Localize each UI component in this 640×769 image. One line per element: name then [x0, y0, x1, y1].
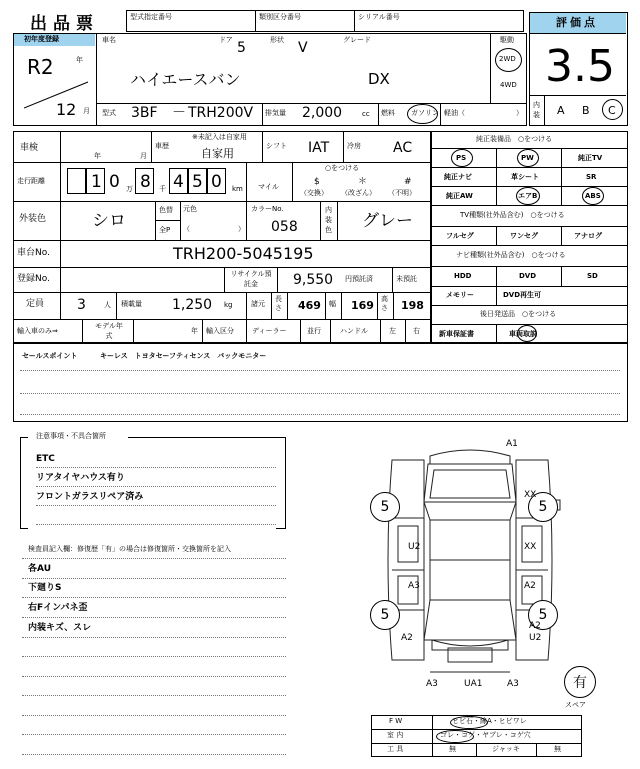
mileage-digit-4: 4: [173, 172, 184, 192]
tools-label: 工 具: [387, 745, 404, 753]
dollar-mark: $: [314, 177, 320, 187]
exterior-value: シロ: [92, 211, 126, 231]
inspector-line-2: 下廻りS: [28, 583, 62, 593]
shift-label: シフト: [266, 142, 287, 150]
notes-line-2: リアタイヤハウス有り: [36, 473, 125, 483]
category-cell: [255, 10, 355, 32]
dims-label: 諸元: [251, 300, 265, 308]
type-designation-cell: [126, 10, 256, 32]
later-title: 後日発送品 ○をつける: [480, 310, 557, 318]
fuel-label: 燃料: [381, 109, 395, 117]
interior-row-label: 室 内: [387, 731, 404, 739]
navi-hdd: HDD: [454, 272, 472, 280]
mark-left-slide-door: A3: [408, 581, 420, 591]
height-label: 高さ: [381, 295, 388, 312]
inspection-year: 年: [94, 152, 101, 160]
spare-label: スペア: [565, 701, 586, 709]
equip-abs-circle: [582, 187, 604, 205]
inspector-line-4: 内装キズ、スレ: [28, 623, 92, 633]
unpaid-label: 未預託: [396, 275, 417, 283]
original-color-label: 元色: [183, 205, 197, 213]
fw-circle: [450, 716, 488, 729]
inspector-line-1: 各AU: [28, 564, 51, 574]
chassis-label: 車台No.: [17, 248, 50, 258]
mileage-digit-6: 0: [211, 172, 222, 192]
grade-label: グレード: [343, 36, 371, 44]
jack-value: 無: [554, 745, 561, 753]
reg-no-label: 登録No.: [17, 274, 50, 284]
load-label: 積載量: [121, 300, 142, 308]
later-manual: 車両取説: [509, 330, 537, 338]
left-handle: 左: [389, 327, 396, 335]
displacement-value: 2,000: [302, 105, 343, 121]
equip-ps: PS: [456, 154, 467, 162]
interior-color-label: 内装色: [325, 206, 332, 234]
height-value: 198: [401, 299, 424, 312]
equip-tv: 純正TV: [578, 154, 603, 162]
equip-aw: 純正AW: [446, 192, 473, 200]
type-designation-label: 型式指定番号: [130, 13, 172, 21]
color-no-value: 058: [271, 219, 298, 235]
cc-unit: cc: [362, 110, 370, 118]
inspector-label: 検査員記入欄：修復歴「有」の場合は修復箇所・交換箇所を記入: [28, 545, 231, 553]
right-handle: 右: [413, 327, 420, 335]
displacement-label: 排気量: [265, 109, 286, 117]
mark-right-quarter-2: U2: [529, 633, 542, 643]
mark-front-bumper: A1: [506, 439, 518, 449]
drive-label: 駆動: [500, 36, 514, 44]
capacity-value: 3: [77, 297, 86, 313]
serial-label: シリアル番号: [358, 13, 400, 21]
registration-era: R2: [27, 55, 54, 79]
history-label: 車歴: [155, 142, 169, 150]
fuel-value: ガソリン: [411, 109, 439, 117]
star-mark: ＊: [358, 177, 368, 187]
equip-navi: 純正ナビ: [444, 173, 472, 181]
interior-row-circle: [436, 730, 474, 743]
length-value: 469: [298, 299, 321, 312]
mileage-digit-1: 1: [91, 172, 102, 192]
mark-rear-center: UA1: [464, 679, 483, 689]
tv-analog: アナログ: [574, 232, 602, 240]
mileage-km: km: [232, 185, 243, 193]
interior-circle: [602, 99, 623, 120]
notes-label: 注意事項・不具合箇所: [36, 432, 106, 440]
circle-note: ○をつける: [325, 164, 360, 172]
history-value: 自家用: [201, 147, 234, 160]
mile-label: マイル: [258, 183, 279, 191]
category-label: 類別区分番号: [259, 13, 301, 21]
navi-memory: メモリー: [446, 291, 474, 299]
mark-rear-right: A3: [507, 679, 519, 689]
notes-line-3: フロントガラスリペア済み: [36, 492, 144, 502]
later-manual-circle: [517, 325, 537, 342]
name-label: 車名: [102, 36, 116, 44]
interior-label: 内装: [533, 101, 540, 119]
capacity-label: 定員: [26, 299, 45, 309]
wheel-rear-left: 5: [370, 600, 400, 630]
mileage-man: 万: [126, 185, 133, 193]
exterior-label: 外装色: [19, 214, 47, 224]
original-color-paren: （: [183, 225, 190, 233]
sheet-title: 出品票: [30, 14, 99, 34]
model-label: 型式: [102, 109, 116, 117]
interior-grade-a: A: [557, 104, 565, 117]
shape-value: V: [298, 40, 308, 56]
mark-right-rear: A2: [524, 581, 536, 591]
drive-2wd: 2WD: [499, 55, 516, 63]
mileage-digit-3: 8: [140, 172, 151, 192]
mark-left-front-door: U2: [408, 542, 421, 552]
model-year-unit: 年: [191, 327, 198, 335]
interior-row-value: ゴレ・コゲ・ヤブレ・コゲ穴: [440, 731, 531, 739]
dealer-label: ディーラー: [252, 327, 287, 335]
registration-year-unit: 年: [76, 56, 83, 64]
mileage-label: 走行距離: [17, 177, 45, 185]
inspector-line-3: 右Fインパネ歪: [28, 603, 88, 613]
equip-sr: SR: [586, 173, 597, 181]
equip-abs: ABS: [585, 192, 601, 200]
vehicle-name: ハイエースバン: [130, 70, 241, 89]
tv-fullseg: フルセグ: [446, 232, 474, 240]
handle-label: ハンドル: [340, 327, 368, 335]
length-label: 長さ: [275, 295, 282, 312]
import-type-label: 輸入区分: [206, 327, 234, 335]
history-note: ※未記入は自家用: [192, 133, 247, 141]
mark-front-right-fender: XX: [524, 490, 537, 500]
car-diagram: [370, 440, 570, 685]
score-value: 3.5: [545, 41, 615, 92]
registration-label: 初年度登録: [24, 35, 59, 43]
color-no-label: カラーNo.: [251, 205, 284, 213]
navi-sd: SD: [587, 272, 598, 280]
tv-oneseg: ワンセグ: [510, 232, 538, 240]
wheel-front-right: 5: [528, 492, 558, 522]
drive-circle: [495, 48, 522, 72]
notes-line-1: ETC: [36, 454, 55, 464]
load-value: 1,250: [172, 297, 213, 313]
score-box: [529, 12, 628, 126]
later-warranty: 新車保証書: [439, 330, 474, 338]
mark-right-quarter: A2: [529, 621, 541, 631]
chassis-value: TRH200-5045195: [173, 244, 314, 263]
model-dash: －: [172, 105, 186, 121]
star-label: （改ざん）: [341, 189, 376, 197]
parallel-label: 並行: [307, 327, 321, 335]
score-label: 評価点: [556, 16, 598, 29]
capacity-unit: 人: [104, 301, 111, 309]
light-oil-label: 軽油（: [444, 109, 465, 117]
hash-label: （不明）: [388, 189, 416, 197]
model-year-label: モデル年式: [95, 322, 123, 340]
dollar-label: （交換）: [300, 189, 328, 197]
equipment-title: 純正装備品 ○をつける: [476, 135, 553, 143]
color-change-label: 色替: [159, 206, 173, 214]
light-oil-close: ）: [516, 109, 523, 117]
equip-ps-circle: [451, 149, 473, 167]
recycle-value: 9,550: [293, 272, 334, 288]
interior-color-value: グレー: [362, 211, 413, 231]
load-unit: kg: [224, 301, 233, 309]
mileage-sen: 千: [159, 185, 166, 193]
serial-cell: [354, 10, 524, 32]
equip-leather: 革シート: [511, 173, 539, 181]
fw-label: F W: [389, 717, 403, 725]
equip-airbag: エアB: [518, 192, 538, 200]
width-value: 169: [351, 299, 374, 312]
mileage-digit-5: 5: [192, 172, 203, 192]
sales-point-label: セールスポイント: [22, 352, 78, 360]
equip-pw: PW: [521, 154, 534, 162]
import-label: 輸入車のみ⇒: [17, 327, 58, 335]
doors-label: ドア: [219, 36, 233, 44]
fuel-circle: [407, 104, 438, 124]
equip-pw-circle: [517, 149, 539, 167]
drive-4wd: 4WD: [500, 81, 517, 89]
equip-airbag-circle: [516, 187, 540, 205]
wheel-front-left: 5: [370, 492, 400, 522]
interior-grade-c: C: [608, 104, 616, 117]
fw-value: ヒビ石・線A・ヒビワレ: [452, 717, 527, 725]
inspection-label: 車検: [20, 143, 39, 153]
mark-rear-left: A3: [426, 679, 438, 689]
inspection-month: 月: [140, 152, 147, 160]
tools-value: 無: [449, 745, 456, 753]
doors-value: 5: [237, 40, 246, 56]
navi-title: ナビ種類(社外品含む) ○をつける: [456, 251, 566, 259]
mark-right-front-door: XX: [524, 542, 537, 552]
grade-value: DX: [368, 70, 390, 88]
recycle-unit: 円預託済: [345, 275, 373, 283]
width-label: 幅: [329, 300, 336, 308]
registration-month-unit: 月: [83, 107, 90, 115]
tv-title: TV種類(社外品含む) ○をつける: [460, 211, 565, 219]
ac-value: AC: [393, 140, 413, 156]
navi-dvd: DVD: [519, 272, 537, 280]
recycle-label: リサイクル預託金: [230, 270, 272, 288]
shift-value: IAT: [308, 140, 330, 156]
hash-mark: #: [404, 177, 412, 187]
notes-frame: [20, 437, 286, 529]
jack-label: ジャッキ: [492, 745, 520, 753]
mileage-digit-2: 0: [109, 172, 120, 192]
navi-dvd-play: DVD再生可: [503, 291, 542, 299]
mark-left-quarter: A2: [401, 633, 413, 643]
model-value: TRH200V: [188, 105, 254, 121]
registration-month: 12: [56, 100, 77, 119]
color-change-all: 全P: [159, 226, 171, 234]
sales-point-text: キーレス トヨタセーフティセンス バックモニター: [100, 352, 267, 360]
spare-circle: 有: [564, 666, 596, 698]
ac-label: 冷房: [347, 142, 361, 150]
original-color-close: ）: [238, 225, 245, 233]
interior-grade-b: B: [582, 104, 590, 117]
wheel-rear-right: 5: [528, 600, 558, 630]
model-prefix: 3BF: [131, 105, 158, 121]
shape-label: 形状: [270, 36, 284, 44]
